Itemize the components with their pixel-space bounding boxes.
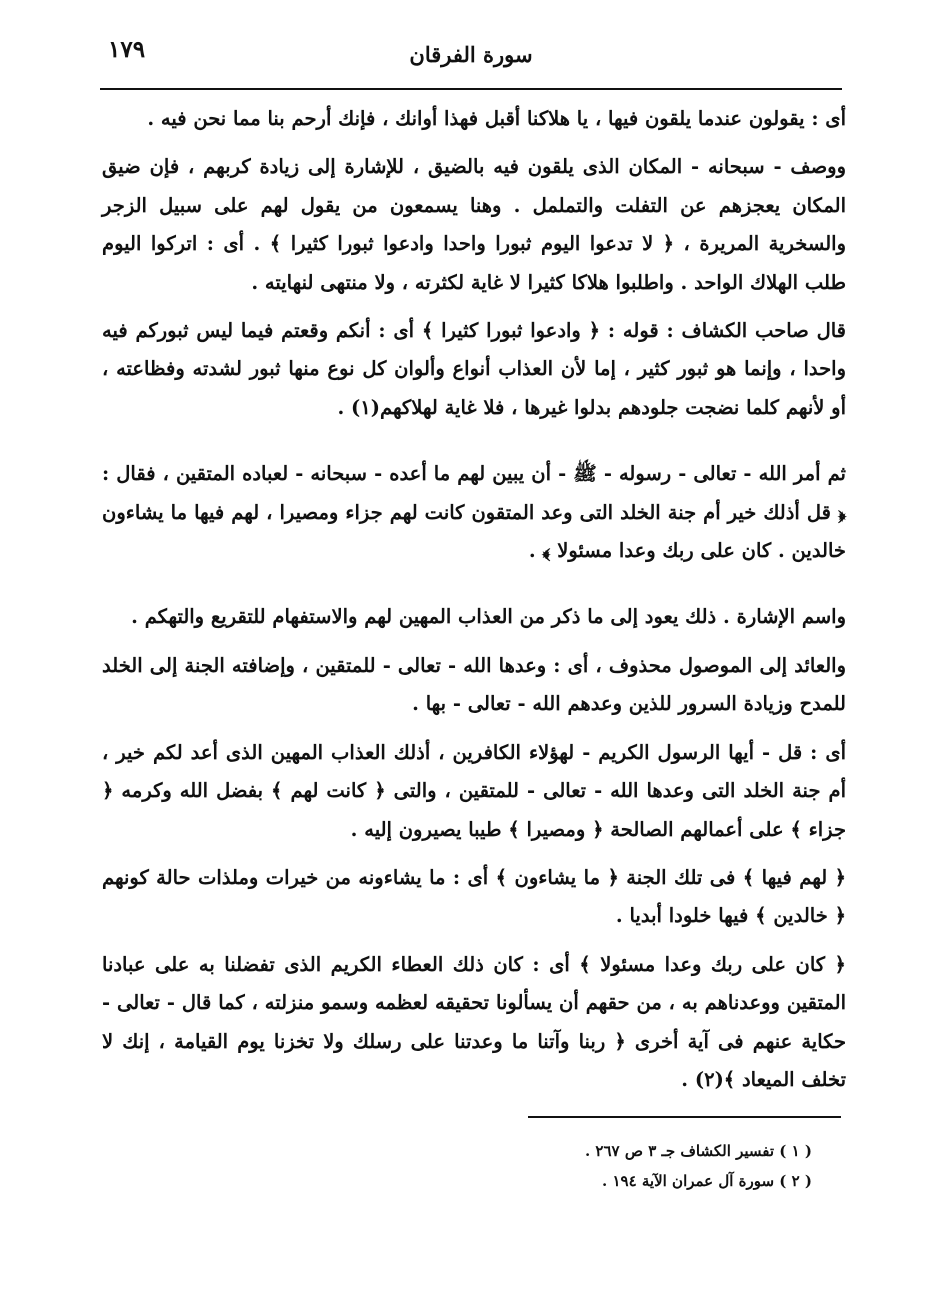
paragraph-8: ﴿ لهم فيها ﴾ فى تلك الجنة ﴿ ما يشاءون ﴾ أى : ما يشاءونه من خيرات وملذات حالة كونهم ﴿ خالدين ﴾ فيها خلودا أبديا . <box>102 865 846 928</box>
header-rule <box>100 88 842 90</box>
paragraph-4: ثم أمر الله - تعالى - رسوله - ﷺ - أن يبين لهم ما أعده - سبحانه - لعباده المتقين ، فقال : ﴿ قل أذلك خير أم جنة الخلد التى وعد المتقون كانت لهم جزاء ومصيرا ، لهم فيها ما يشاءون خالدين . كان على ربك وعدا مسئولا ﴾ . <box>102 462 846 563</box>
footnote-2: ( ٢ ) سورة آل عمران الآية ١٩٤ . <box>602 1172 812 1190</box>
paragraph-2: ووصف - سبحانه - المكان الذى يلقون فيه بالضيق ، للإشارة إلى زيادة كربهم ، فإن ضيق المكان يعجزهم عن التفلت والتململ . وهنا يسمعون من يقول لهم على سبيل الزجر والسخرية المريرة ، ﴿ لا تدعوا اليوم ثبورا واحدا وادعوا ثبورا كثيرا ﴾ . أى : اتركوا اليوم طلب الهلاك الواحد . واطلبوا هلاكا كثيرا لا غاية لكثرته ، ولا منتهى لنهايته . <box>102 155 847 294</box>
paragraph-3: قال صاحب الكشاف : قوله : ﴿ وادعوا ثبورا كثيرا ﴾ أى : أنكم وقعتم فيما ليس ثبوركم فيه واحدا ، وإنما هو ثبور كثير ، إما لأن العذاب أنواع وألوان كل نوع منها ثبور لشدته وفظاعته ، أو لأنهم كلما نضجت جلودهم بدلوا غيرها ، فلا غاية لهلاكهم(١) . <box>102 319 846 419</box>
footnote-rule <box>528 1116 841 1118</box>
page-number: ١٧٩ <box>108 36 146 63</box>
paragraph-5: واسم الإشارة . ذلك يعود إلى ما ذكر من العذاب المهين لهم والاستفهام للتقريع والتهكم . <box>131 605 846 629</box>
page-header <box>100 30 842 88</box>
surah-title: سورة الفرقان <box>409 42 533 67</box>
paragraph-1: أى : يقولون عندما يلقون فيها ، يا هلاكنا أقبل فهذا أوانك ، فإنك أرحم بنا مما نحن فيه . <box>147 107 846 130</box>
paragraph-7: أى : قل - أيها الرسول الكريم - لهؤلاء الكافرين ، أذلك العذاب المهين الذى أعد لكم خير ، أم جنة الخلد التى وعدها الله - تعالى - للمتقين ، والتى ﴿ كانت لهم ﴾ بفضل الله وكرمه ﴿ جزاء ﴾ على أعمالهم الصالحة ﴿ ومصيرا ﴾ طيبا يصيرون إليه . <box>102 740 846 841</box>
page-body <box>102 100 846 1109</box>
paragraph-6: والعائد إلى الموصول محذوف ، أى : وعدها الله - تعالى - للمتقين ، وإضافته الجنة إلى الخلد للمدح وزيادة السرور للذين وعدهم الله - تعالى - بها . <box>102 653 846 716</box>
footnotes <box>520 1136 812 1196</box>
paragraph-9: ﴿ كان على ربك وعدا مسئولا ﴾ أى : كان ذلك العطاء الكريم الذى تفضلنا به على عبادنا المتقين ووعدناهم به ، من حقهم أن يسألونا تحقيقه لعظمه وسمو منزلته ، كما قال - تعالى - حكاية عنهم فى آية أخرى ﴿ ربنا وآتنا ما وعدتنا على رسلك ولا تخزنا يوم القيامة ، إنك لا تخلف الميعاد ﴾(٢) . <box>102 952 846 1091</box>
footnote-1: ( ١ ) تفسير الكشاف جـ ٣ ص ٢٦٧ . <box>584 1142 812 1160</box>
